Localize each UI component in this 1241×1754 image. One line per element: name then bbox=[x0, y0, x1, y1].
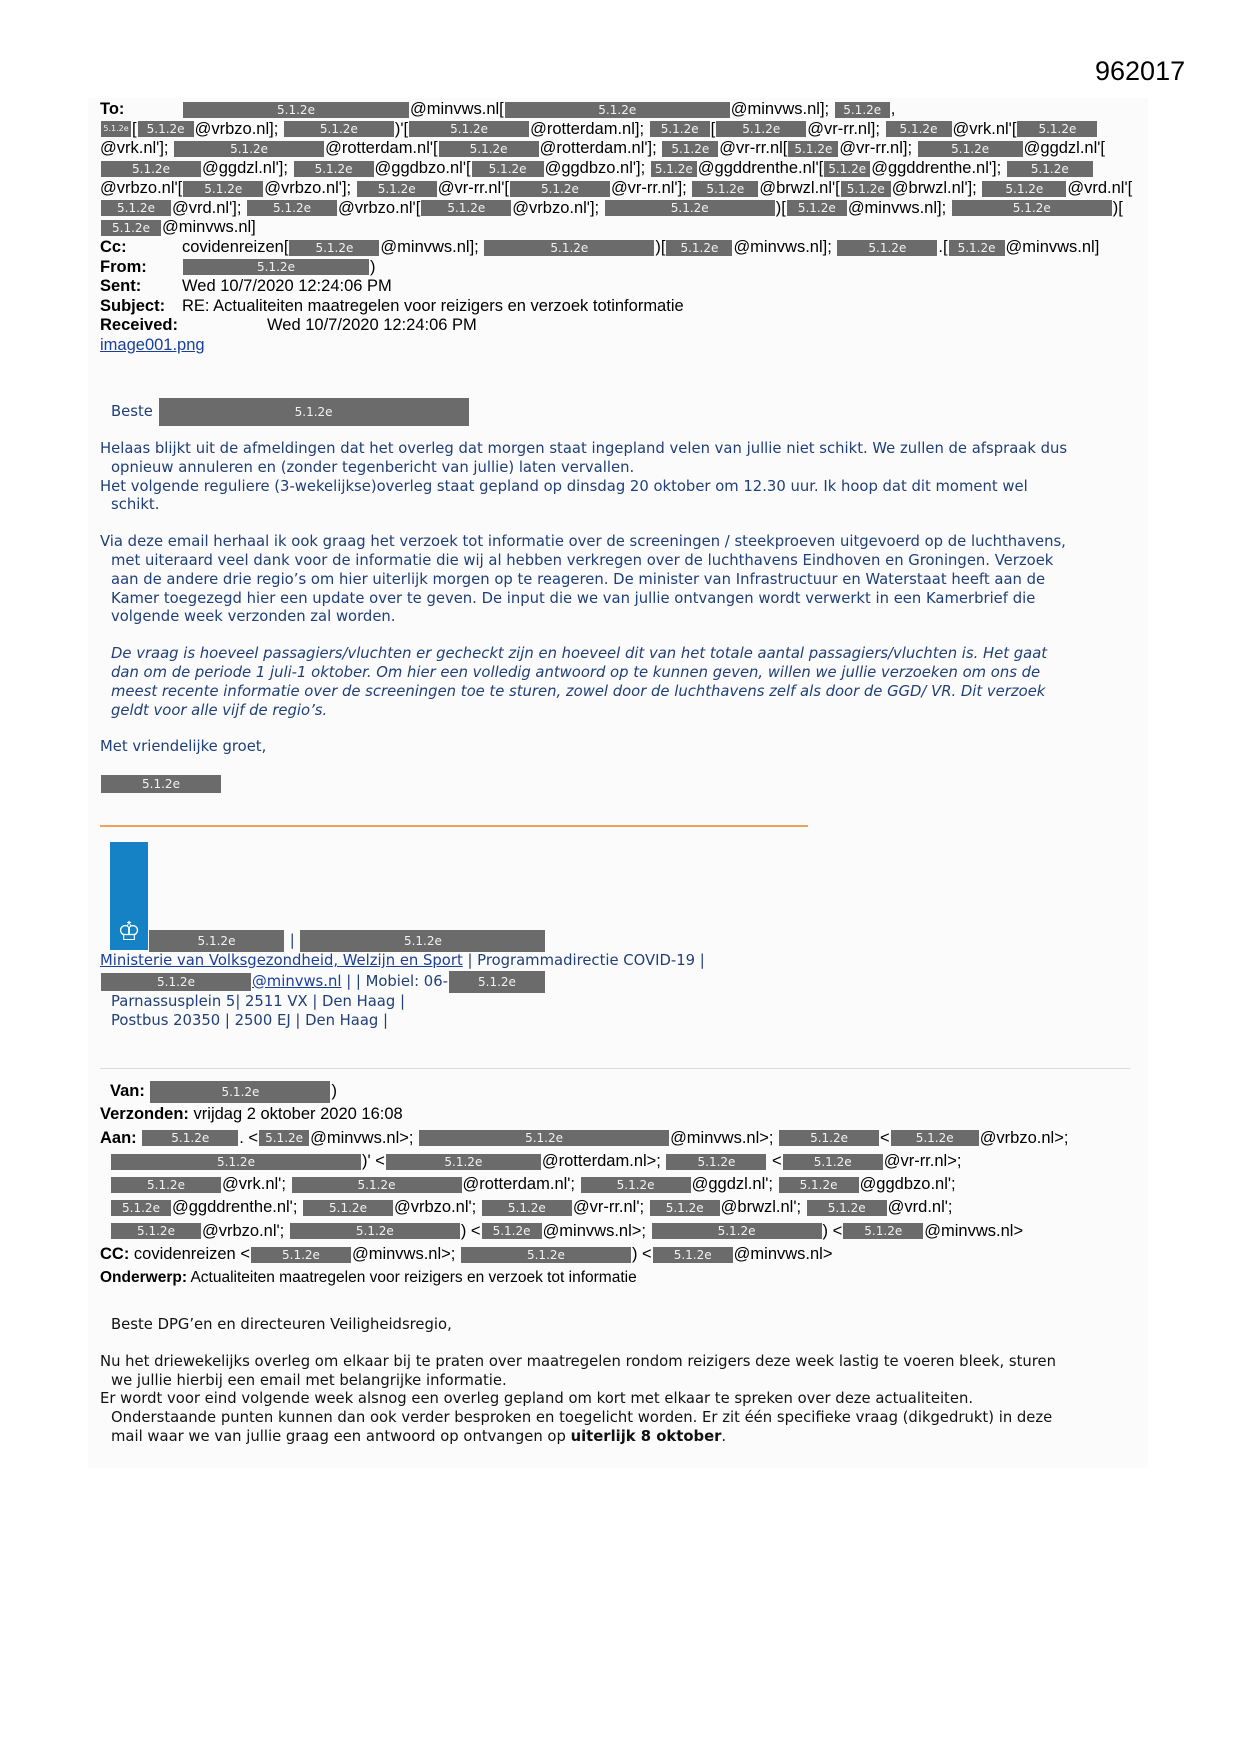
cc-row bbox=[100, 238, 1150, 258]
redaction: 5.1.2e bbox=[843, 1223, 923, 1239]
redaction: 5.1.2e bbox=[788, 141, 838, 157]
question-3: meest recente informatie over de screeningen toe te sturen, zowel door de luchthavens zelf als door de GGD/ VR. Dit verzoek bbox=[111, 682, 1046, 700]
received-row bbox=[100, 316, 1150, 336]
redaction: 5.1.2e bbox=[292, 1177, 462, 1193]
paragraph-2: Het volgende reguliere (3-wekelijkse)overleg staat gepland op dinsdag 20 oktober om 12.30 uur. Ik hoop dat dit moment wel bbox=[100, 477, 1028, 495]
redaction: 5.1.2e bbox=[952, 200, 1112, 216]
van-row: Van: 5.1.2e ) bbox=[100, 1080, 1160, 1103]
email-link[interactable]: @minvws.nl bbox=[252, 972, 342, 990]
address-line-1: Parnassusplein 5| 2511 VX | Den Haag | bbox=[111, 992, 405, 1010]
aan-row-3: 5.1.2e @vrk.nl'; 5.1.2e @rotterdam.nl'; 5.1.2e @ggdzl.nl'; 5.1.2e @ggdbzo.nl'; bbox=[100, 1173, 1160, 1196]
redaction: 5.1.2e bbox=[247, 200, 337, 216]
from-row bbox=[100, 258, 1150, 278]
greeting-text: Beste bbox=[111, 403, 153, 420]
redaction: 5.1.2e bbox=[505, 102, 730, 118]
paragraph-2-1: Nu het driewekelijks overleg om elkaar bij te praten over maatregelen rondom reizigers deze week lastig te voeren bleek, sturen bbox=[100, 1352, 1057, 1370]
redaction: 5.1.2e bbox=[650, 121, 710, 137]
redaction: 5.1.2e bbox=[101, 973, 251, 991]
redaction: 5.1.2e bbox=[482, 1200, 572, 1216]
paragraph-3d: Kamer toegezegd hier een update over te geven. De input die we van jullie ontvangen wordt verwerkt in een Kamerbrief die bbox=[111, 589, 1036, 607]
question-2: dan om de periode 1 juli-1 oktober. Om hier een volledig antwoord op te kunnen geven, willen we jullie verzoeken om ons de bbox=[111, 663, 1041, 681]
email-body bbox=[100, 398, 1120, 794]
paragraph-3b: met uiteraard veel dank voor de informatie die wij al hebben verkregen over de luchthavens Eindhoven en Groningen. Verzoek bbox=[111, 551, 1054, 569]
redaction: 5.1.2e bbox=[835, 102, 890, 118]
received-label: Received: bbox=[100, 316, 178, 335]
redaction: 5.1.2e bbox=[982, 181, 1066, 197]
redaction: 5.1.2e bbox=[837, 240, 937, 256]
redaction: 5.1.2e bbox=[605, 200, 775, 216]
redaction: 5.1.2e bbox=[439, 141, 539, 157]
paragraph-3e: volgende week verzonden zal worden. bbox=[111, 608, 396, 626]
verzonden-value: vrijdag 2 oktober 2020 16:08 bbox=[193, 1105, 403, 1124]
from-value: 5.1.2e ) bbox=[182, 258, 376, 278]
deadline-bold: uiterlijk 8 oktober bbox=[570, 1427, 722, 1445]
signature-ministry-line bbox=[100, 952, 1120, 971]
redaction: 5.1.2e bbox=[779, 1130, 879, 1146]
redaction: 5.1.2e bbox=[651, 161, 697, 177]
redaction: 5.1.2e bbox=[484, 240, 654, 256]
redaction: 5.1.2e bbox=[510, 181, 610, 197]
redaction: 5.1.2e bbox=[101, 220, 161, 236]
redaction: 5.1.2e bbox=[174, 141, 324, 157]
paragraph-3: Via deze email herhaal ik ook graag het verzoek tot informatie over de screeningen / steekproeven uitgevoerd op de luchthavens, bbox=[100, 533, 1066, 551]
aan-row-4: 5.1.2e @ggddrenthe.nl'; 5.1.2e @vrbzo.nl'; 5.1.2e @vr-rr.nl'; 5.1.2e @brwzl.nl'; 5.1.2e @vrd.nl'; bbox=[100, 1196, 1160, 1219]
redaction: 5.1.2e bbox=[183, 259, 369, 275]
redaction: 5.1.2e bbox=[138, 121, 194, 137]
redaction: 5.1.2e bbox=[652, 1223, 822, 1239]
aan-row: Aan: 5.1.2e . < 5.1.2e @minvws.nl>; 5.1.2e @minvws.nl>; 5.1.2e < 5.1.2e @vrbzo.nl>; bbox=[100, 1128, 1069, 1147]
van-label: Van: bbox=[110, 1082, 145, 1100]
aan-row-2: 5.1.2e )' < 5.1.2e @rotterdam.nl>; 5.1.2e < 5.1.2e @vr-rr.nl>; bbox=[100, 1150, 1160, 1173]
ministry-link[interactable]: Ministerie van Volksgezondheid, Welzijn en Sport bbox=[100, 952, 463, 969]
email-header bbox=[100, 100, 1150, 355]
redaction: 5.1.2e bbox=[111, 1223, 201, 1239]
to-label: To: bbox=[100, 100, 125, 118]
paragraph-1b: opnieuw annuleren en (zonder tegenbericht van jullie) laten vervallen. bbox=[111, 458, 635, 476]
crest-icon: ♔ bbox=[117, 916, 141, 946]
redaction: 5.1.2e bbox=[918, 141, 1023, 157]
cc-row-2: CC: covidenreizen < 5.1.2e @minvws.nl>; 5.1.2e ) < 5.1.2e @minvws.nl> bbox=[100, 1245, 833, 1264]
redaction: 5.1.2e bbox=[581, 1177, 691, 1193]
redaction: 5.1.2e bbox=[653, 1247, 733, 1263]
sent-value: Wed 10/7/2020 12:24:06 PM bbox=[182, 277, 392, 296]
onderwerp-value: Actualiteiten maatregelen voor reizigers en verzoek tot informatie bbox=[190, 1269, 637, 1287]
redaction: 5.1.2e bbox=[449, 971, 545, 993]
question-4: geldt voor alle vijf de regio’s. bbox=[111, 701, 328, 719]
redaction: 5.1.2e bbox=[666, 240, 732, 256]
to-recipients: 5.1.2e @minvws.nl[ 5.1.2e @minvws.nl]; 5.1.2e , bbox=[182, 100, 895, 120]
redaction: 5.1.2e bbox=[419, 1130, 669, 1146]
aan-row-5: 5.1.2e @vrbzo.nl'; 5.1.2e ) < 5.1.2e @minvws.nl>; 5.1.2e ) < 5.1.2e @minvws.nl> bbox=[100, 1220, 1160, 1243]
cc2-label: CC: bbox=[100, 1245, 130, 1264]
redaction: 5.1.2e bbox=[1007, 161, 1093, 177]
redaction: 5.1.2e bbox=[290, 1223, 460, 1239]
redaction: 5.1.2e bbox=[666, 1154, 766, 1170]
attachment-row bbox=[100, 336, 1150, 356]
redaction: 5.1.2e bbox=[716, 121, 806, 137]
paragraph-2-2b: Onderstaande punten kunnen dan ook verder besproken en toegelicht worden. Er zit één specifieke vraag (dikgedrukt) in deze bbox=[111, 1409, 1053, 1427]
redaction: 5.1.2e bbox=[891, 1130, 979, 1146]
p2c-text: mail waar we van jullie graag een antwoord op ontvangen op bbox=[111, 1427, 566, 1445]
verzonden-label: Verzonden: bbox=[100, 1105, 189, 1124]
redaction: 5.1.2e bbox=[159, 398, 469, 426]
greeting-2: Beste DPG’en en directeuren Veiligheidsregio, bbox=[111, 1316, 452, 1333]
from-label: From: bbox=[100, 257, 147, 276]
redaction: 5.1.2e bbox=[101, 161, 201, 177]
redaction: 5.1.2e bbox=[111, 1154, 361, 1170]
to-row bbox=[100, 100, 1150, 120]
redaction: 5.1.2e bbox=[294, 161, 374, 177]
subject-label: Subject: bbox=[100, 296, 166, 315]
to-recipients-cont: 5.1.2e [ 5.1.2e @vrbzo.nl]; 5.1.2e )'[ 5.1.2e @rotterdam.nl]; 5.1.2e [ 5.1.2e @vr-rr.nl]; 5.1.2e @vrk.nl'[ 5.1.2e@vrk.nl']; 5.1.2e @rotterdam.nl'[ 5.1.2e @rotterdam.nl']; 5.1.2e @vr-rr.nl[ 5.1.2e @vr-rr.nl]; 5.1.2e @ggdzl.nl'[5.1.2e @ggdzl.nl']; 5.1.2e @ggdbzo.nl'[ 5.1.2e @ggdbzo.nl']; 5.1.2e @ggddrenthe.nl'[ 5.1.2e @ggddrenthe.nl']; 5.1.2e@vrbzo.nl'[ 5.1.2e @vrbzo.nl']; 5.1.2e @vr-rr.nl'[ 5.1.2e @vr-rr.nl']; 5.1.2e @brwzl.nl'[ 5.1.2e @brwzl.nl']; 5.1.2e @vrd.nl'[5.1.2e @vrd.nl']; 5.1.2e @vrbzo.nl'[ 5.1.2e @vrbzo.nl']; 5.1.2e )[ 5.1.2e @minvws.nl]; 5.1.2e )[5.1.2e @minvws.nl] bbox=[100, 119, 1133, 237]
redaction: 5.1.2e bbox=[783, 1154, 883, 1170]
cc-label: Cc: bbox=[100, 238, 127, 257]
redaction: 5.1.2e bbox=[111, 1177, 221, 1193]
forwarded-email-header bbox=[100, 1080, 1160, 1290]
question-1: De vraag is hoeveel passagiers/vluchten er gecheckt zijn en hoeveel dit van het totale aantal passagiers/vluchten is. Het gaat bbox=[111, 645, 1048, 663]
redaction: 5.1.2e bbox=[841, 181, 891, 197]
attachment-link[interactable]: image001.png bbox=[100, 335, 205, 354]
paragraph-2-2: Er wordt voor eind volgende week alsnog een overleg gepland om kort met elkaar te spreken over deze actualiteiten. bbox=[100, 1390, 974, 1408]
document-number: 962017 bbox=[1095, 56, 1186, 86]
redaction: 5.1.2e bbox=[824, 161, 870, 177]
directorate: | Programmadirectie COVID-19 | bbox=[467, 952, 705, 969]
redaction: 5.1.2e bbox=[1017, 121, 1097, 137]
redaction: 5.1.2e bbox=[662, 141, 718, 157]
sender-name bbox=[100, 775, 1120, 794]
redaction: 5.1.2e bbox=[357, 181, 437, 197]
signature-divider bbox=[100, 825, 808, 827]
paragraph-2b: schikt. bbox=[111, 496, 160, 514]
mobile-label: | | Mobiel: 06- bbox=[346, 972, 448, 990]
verzonden-row bbox=[100, 1103, 1160, 1126]
redaction: 5.1.2e bbox=[482, 1223, 542, 1239]
redaction: 5.1.2e bbox=[251, 1247, 351, 1263]
p2c-end: . bbox=[721, 1427, 727, 1445]
redaction: 5.1.2e bbox=[303, 1200, 393, 1216]
mail-separator bbox=[100, 1068, 1130, 1069]
redaction: 5.1.2e bbox=[289, 240, 379, 256]
redaction: 5.1.2e bbox=[409, 121, 529, 137]
redaction: 5.1.2e bbox=[259, 1130, 309, 1146]
paragraph-3c: aan de andere drie regio’s om hier uiterlijk morgen op te reageren. De minister van Infrastructuur en Waterstaat heeft aan de bbox=[111, 570, 1046, 588]
redaction: 5.1.2e bbox=[779, 1177, 859, 1193]
redaction: 5.1.2e bbox=[101, 775, 221, 793]
sent-label: Sent: bbox=[100, 277, 142, 296]
redaction: 5.1.2e bbox=[421, 200, 511, 216]
redaction: 5.1.2e bbox=[183, 181, 263, 197]
subject-value: RE: Actualiteiten maatregelen voor reizigers en verzoek totinformatie bbox=[182, 296, 684, 315]
redaction: 5.1.2e bbox=[101, 121, 131, 137]
onderwerp-row bbox=[100, 1266, 1160, 1289]
redaction: 5.1.2e bbox=[386, 1154, 541, 1170]
cc-value: covidenreizen bbox=[182, 238, 284, 257]
redaction: 5.1.2e bbox=[111, 1200, 171, 1216]
redaction: 5.1.2e bbox=[787, 200, 847, 216]
redaction: 5.1.2e bbox=[650, 1200, 720, 1216]
redaction: 5.1.2e bbox=[284, 121, 394, 137]
redaction: 5.1.2e bbox=[692, 181, 758, 197]
signature bbox=[100, 930, 1120, 1030]
paragraph-1: Helaas blijkt uit de afmeldingen dat het overleg dat morgen staat ingepland velen van jullie niet schikt. We zullen de afspraak dus bbox=[100, 440, 1068, 457]
redaction: 5.1.2e bbox=[101, 200, 171, 216]
redaction: 5.1.2e bbox=[149, 930, 284, 952]
cc-recipients: covidenreizen[ 5.1.2e @minvws.nl]; 5.1.2e )[ 5.1.2e @minvws.nl]; 5.1.2e .[ 5.1.2e @minvws.nl] bbox=[182, 238, 1100, 257]
redaction: 5.1.2e bbox=[300, 930, 545, 952]
signature-contact-line bbox=[100, 971, 1120, 993]
redaction: 5.1.2e bbox=[886, 121, 952, 137]
redaction: 5.1.2e bbox=[150, 1081, 330, 1103]
subject-row bbox=[100, 297, 1150, 317]
redaction: 5.1.2e bbox=[183, 102, 409, 118]
received-value: Wed 10/7/2020 12:24:06 PM bbox=[267, 316, 477, 335]
redaction: 5.1.2e bbox=[472, 161, 544, 177]
redaction: 5.1.2e bbox=[142, 1130, 238, 1146]
cc2-value: covidenreizen < bbox=[133, 1245, 250, 1264]
redaction: 5.1.2e bbox=[807, 1200, 887, 1216]
closing: Met vriendelijke groet, bbox=[100, 738, 267, 756]
redaction: 5.1.2e bbox=[949, 240, 1005, 256]
address-line-2: Postbus 20350 | 2500 EJ | Den Haag | bbox=[111, 1011, 388, 1029]
forwarded-email-body bbox=[100, 1316, 1140, 1447]
redaction: 5.1.2e bbox=[461, 1247, 631, 1263]
paragraph-2-2c bbox=[100, 1428, 1140, 1447]
onderwerp-label: Onderwerp: bbox=[100, 1269, 187, 1287]
paragraph-2-1b: we jullie hierbij een email met belangrijke informatie. bbox=[111, 1371, 507, 1389]
aan-label: Aan: bbox=[100, 1128, 137, 1147]
sent-row bbox=[100, 277, 1150, 297]
signature-name: 5.1.2e | 5.1.2e bbox=[100, 930, 1120, 952]
greeting bbox=[100, 398, 1120, 426]
